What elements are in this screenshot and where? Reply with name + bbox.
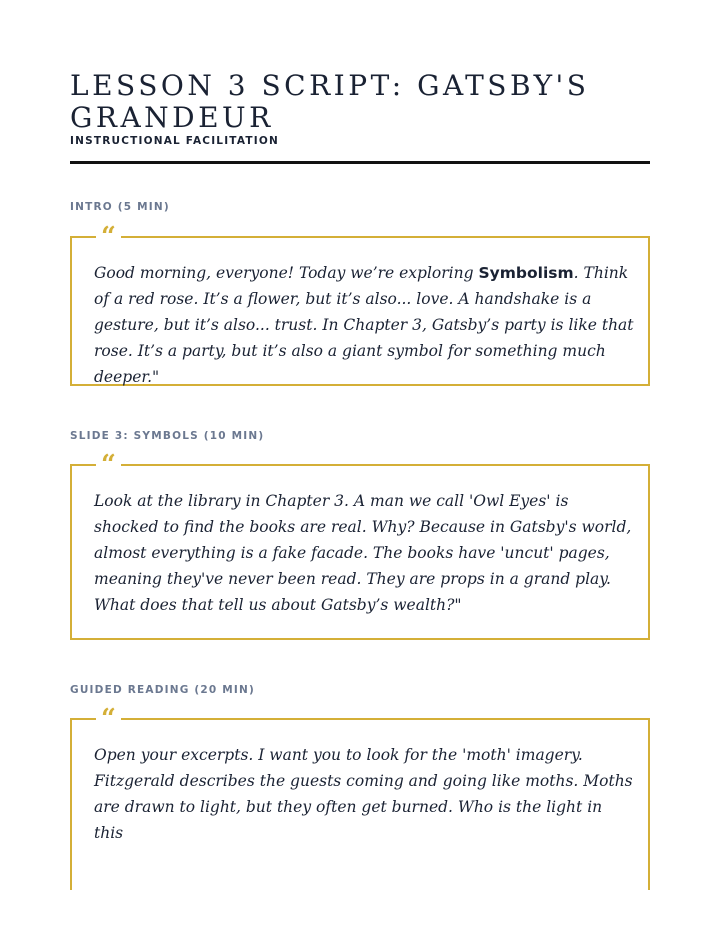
section-label-intro: INTRO (5 MIN): [70, 201, 170, 213]
script-text-intro: [94, 260, 634, 390]
page-title: LESSON 3 SCRIPT: GATSBY'S GRANDEUR: [70, 69, 590, 134]
page-subtitle: INSTRUCTIONAL FACILITATION: [70, 135, 279, 147]
script-text-intro-part2: . Think of a red rose. It’s a flower, but it’s also... love. A handshake is a gesture, but it’s also... trust. In Chapter 3, Gatsby’s party is like that rose. It’s a party, but it’s also a giant symbol for something much deeper.": [94, 264, 634, 386]
symbolism-emphasis: Symbolism: [478, 264, 574, 282]
quote-mark-icon: “: [96, 224, 121, 250]
script-text-intro-part1: Good morning, everyone! Today we’re exploring: [94, 264, 479, 282]
section-label-symbols: SLIDE 3: SYMBOLS (10 MIN): [70, 430, 265, 442]
quote-box-guided-reading: [70, 704, 650, 890]
title-divider: [70, 161, 650, 164]
quote-mark-icon: “: [96, 706, 121, 732]
quote-mark-icon: “: [96, 452, 121, 478]
quote-box-symbols: [70, 450, 650, 640]
quote-box-intro: [70, 222, 650, 386]
script-text-symbols: Look at the library in Chapter 3. A man we call 'Owl Eyes' is shocked to find the books are real. Why? Because in Gatsby's world, almost everything is a fake facade. The books have 'uncut' pages, meaning they've never been read. They are props in a grand play. What does that tell us about Gatsby’s wealth?": [94, 492, 632, 614]
script-text-guided-reading: Open your excerpts. I want you to look for the 'moth' imagery. Fitzgerald describes the guests coming and going like moths. Moths are drawn to light, but they often get burned. Who is the light in this: [94, 746, 633, 842]
section-label-guided-reading: GUIDED READING (20 MIN): [70, 684, 255, 696]
